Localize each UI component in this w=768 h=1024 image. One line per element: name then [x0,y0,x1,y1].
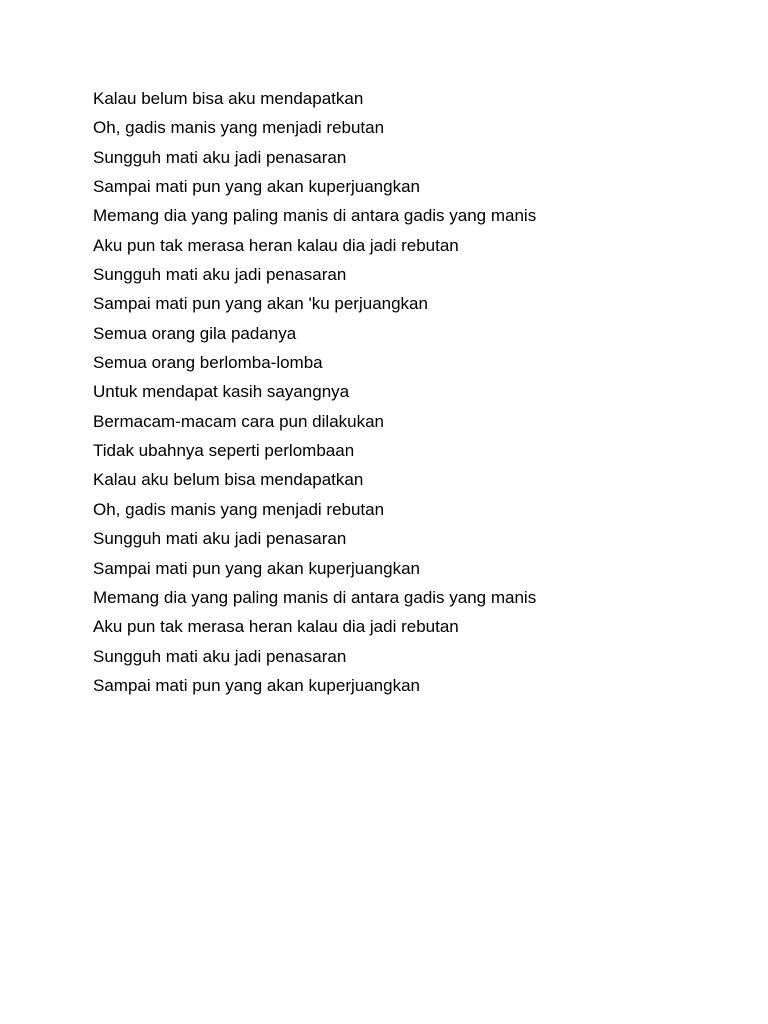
lyric-line: Aku pun tak merasa heran kalau dia jadi rebutan [93,235,459,255]
lyric-line: Sungguh mati aku jadi penasaran [93,646,347,666]
lyric-line: Memang dia yang paling manis di antara gadis yang manis [93,206,537,226]
lyric-line: Aku pun tak merasa heran kalau dia jadi rebutan [93,617,459,637]
lyric-line: Sampai mati pun yang akan kuperjuangkan [93,177,420,197]
lyric-line: Kalau belum bisa aku mendapatkan [93,89,364,108]
lyric-line: Sungguh mati aku jadi penasaran [93,529,347,549]
lyric-line: Sungguh mati aku jadi penasaran [93,265,347,285]
lyric-line: Sampai mati pun yang akan kuperjuangkan [93,675,420,695]
lyric-line: Oh, gadis manis yang menjadi rebutan [93,499,385,519]
lyric-line: Sampai mati pun yang akan kuperjuangkan [93,558,420,578]
lyric-line: Memang dia yang paling manis di antara gadis yang manis [93,587,537,607]
lyric-line: Semua orang gila padanya [93,323,297,343]
lyric-line: Sungguh mati aku jadi penasaran [93,147,347,167]
lyric-line: Bermacam-macam cara pun dilakukan [93,411,385,431]
lyric-line: Semua orang berlomba-lomba [93,353,323,373]
lyrics-text-block [93,84,713,700]
lyric-line: Sampai mati pun yang akan 'ku perjuangkan [93,294,428,314]
lyric-line: Oh, gadis manis yang menjadi rebutan [93,118,385,138]
lyric-line: Untuk mendapat kasih sayangnya [93,382,350,402]
lyric-line: Tidak ubahnya seperti perlombaan [93,441,355,461]
lyric-line: Kalau aku belum bisa mendapatkan [93,470,364,490]
